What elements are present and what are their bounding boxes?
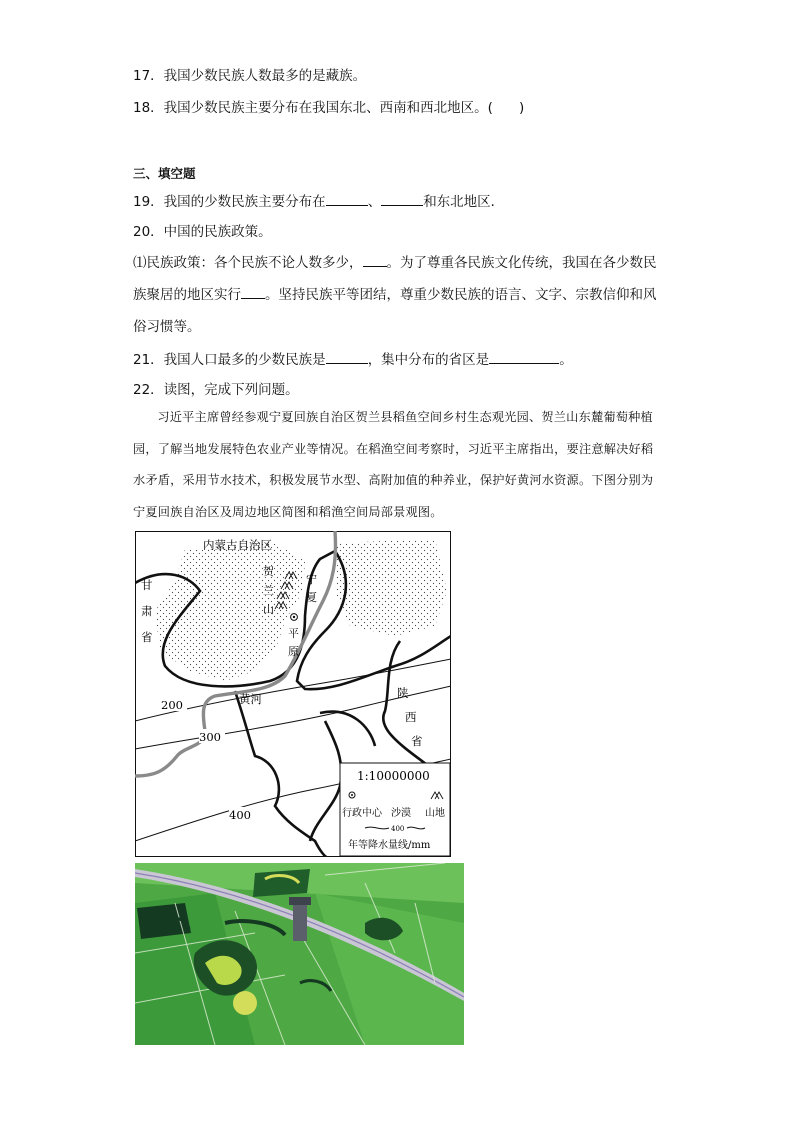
ningxia-map: [135, 531, 451, 857]
answer-blank[interactable]: [326, 350, 368, 364]
label-ningxia: 宁: [306, 573, 317, 586]
answer-blank[interactable]: [326, 192, 368, 206]
question-18: 18．我国少数民族主要分布在我国东北、西南和西北地区。( ): [133, 100, 525, 116]
legend-isoline: 年等降水量线/mm: [348, 840, 431, 851]
rice-field-aerial-photo: [135, 863, 464, 1045]
desert-area: [335, 539, 447, 636]
question-19: 19．我国的少数民族主要分布在 、 和东北地区．: [133, 194, 505, 210]
label-plain: 原: [288, 645, 299, 658]
legend-scale: 1:10000000: [357, 769, 430, 783]
label-helan-mountain: 贺: [263, 565, 274, 578]
label-gansu: 甘: [141, 578, 153, 592]
label-plain: 平: [288, 627, 299, 640]
map-legend: [340, 763, 450, 856]
question-20-part-1: ⑴民族政策：各个民族不论人数多少， 。为了尊重各民族文化传统，我国在各少数民族聚居的地区实行 。坚持民族平等团结，尊重少数民族的语言、文字、宗教信仰和风俗习惯等。: [133, 255, 657, 335]
question-22: 22．读图，完成下列问题。: [133, 382, 299, 398]
label-helan-mountain: 兰: [263, 584, 274, 597]
isoline-label-300: 300: [199, 730, 221, 744]
isoline-label-400: 400: [229, 808, 251, 822]
legend-capital: 行政中心: [342, 808, 382, 819]
label-ningxia: 夏: [306, 591, 317, 604]
label-helan-mountain: 山: [263, 603, 274, 616]
label-gansu: 省: [141, 630, 153, 644]
question-20: 20．中国的民族政策。: [133, 224, 272, 240]
question-17: 17．我国少数民族人数最多的是藏族。: [133, 68, 367, 84]
answer-blank[interactable]: [489, 350, 559, 364]
label-shaanxi: 省: [411, 734, 423, 748]
answer-blank[interactable]: [363, 253, 387, 267]
legend-desert: 沙漠: [391, 808, 411, 819]
legend-mountain: 山地: [425, 808, 445, 819]
label-shaanxi: 陕: [397, 686, 409, 700]
answer-blank[interactable]: [381, 192, 423, 206]
answer-blank[interactable]: [241, 285, 265, 299]
label-gansu: 肃: [141, 604, 153, 618]
isoline-label-200: 200: [161, 698, 183, 712]
reading-passage: 习近平主席曾经参观宁夏回族自治区贺兰县稻鱼空间乡村生态观光园、贺兰山东麓葡萄种植园，了解当地发展特色农业产业等情况。在稻渔空间考察时，习近平主席指出，要注意解决好稻水矛盾，采用节水技术，积极发展节水型、高附加值的种养业，保护好黄河水资源。下图分别为宁夏回族自治区及周边地区简图和稻渔空间局部景观图。: [133, 410, 654, 519]
question-21: 21．我国人口最多的少数民族是 ，集中分布的省区是 。: [133, 352, 573, 368]
label-yellow-river: 黄河: [239, 692, 262, 706]
label-shaanxi: 西: [405, 710, 417, 724]
label-neimenggu: 内蒙古自治区: [203, 538, 272, 552]
legend-isoline-value: 400: [391, 825, 405, 833]
section-title-fill-in: 三、填空题: [133, 166, 196, 181]
